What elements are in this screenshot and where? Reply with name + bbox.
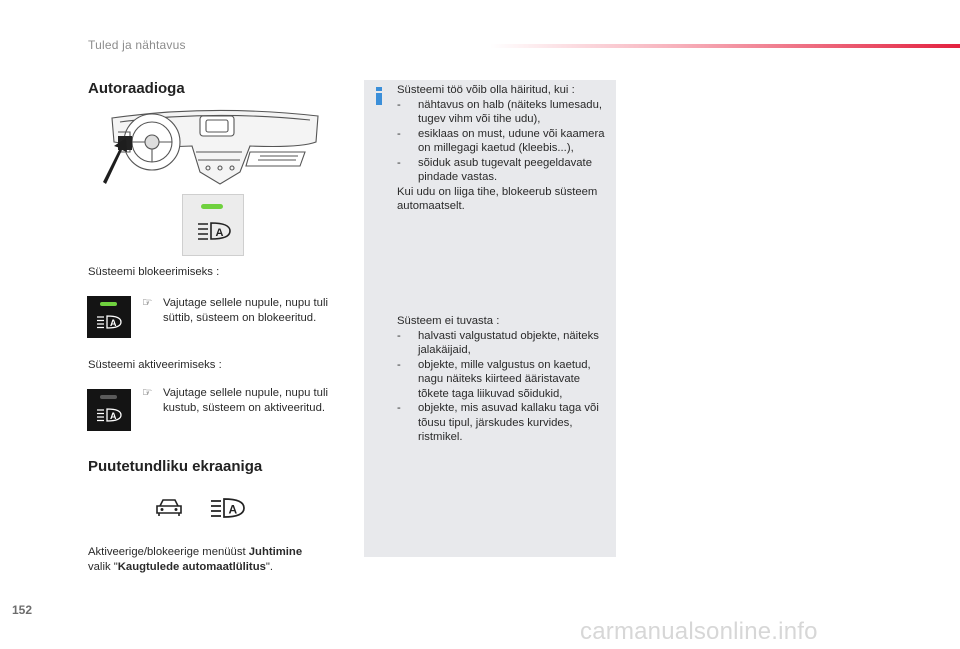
menu-option: Kaugtulede automaatlülitus <box>117 560 266 573</box>
button-detail-large <box>182 194 244 256</box>
list-item: - esiklaas on must, udune või kaamera on millegagi kaetud (kleebis...), <box>397 127 605 154</box>
auto-high-beam-icon <box>210 497 246 519</box>
watermark: carmanualsonline.info <box>580 618 818 645</box>
list-item: - halvasti valgustatud objekte, näiteks jalakäijaid, <box>397 329 599 356</box>
auto-high-beam-icon <box>96 407 122 423</box>
page-number: 152 <box>12 603 33 617</box>
activate-label: Süsteemi aktiveerimiseks : <box>88 359 222 371</box>
auto-high-beam-icon <box>197 221 231 241</box>
led-on-indicator <box>100 302 117 306</box>
block-instruction: ☞ Vajutage sellele nupule, nupu tuli süttib, süsteem on blokeeritud. <box>142 297 328 324</box>
svg-text:A: A <box>228 502 238 517</box>
heading-touch: Puutetundliku ekraaniga <box>88 458 263 475</box>
info-icon <box>374 87 384 105</box>
activate-instruction: ☞ Vajutage sellele nupule, nupu tuli kustub, süsteem on aktiveeritud. <box>142 387 328 414</box>
info-detect-block <box>397 314 612 445</box>
led-off-indicator <box>100 395 117 399</box>
list-item: - objekte, mis asuvad kallaku taga või tõusu tipul, järskudes kurvides, ristmikel. <box>397 402 599 443</box>
button-led-on <box>87 296 131 338</box>
auto-high-beam-icon <box>96 314 122 330</box>
heading-radio: Autoraadioga <box>88 80 185 97</box>
block-label: Süsteemi blokeerimiseks : <box>88 266 220 278</box>
svg-text:A: A <box>110 411 117 421</box>
list-item: - nähtavus on halb (näiteks lumesadu, tugev vihm või tihe udu), <box>397 98 603 125</box>
arrow-bullet-icon: ☞ <box>142 387 153 399</box>
svg-text:A: A <box>110 318 117 328</box>
car-driving-icon <box>154 497 184 519</box>
arrow-bullet-icon: ☞ <box>142 297 153 309</box>
fog-note: Kui udu on liiga tihe, blokeerub süsteem automaatselt. <box>397 185 598 212</box>
list-item: - sõiduk asub tugevalt peegeldavate pindade vastas. <box>397 156 592 183</box>
dashboard-illustration <box>100 102 325 187</box>
button-led-off <box>87 389 131 431</box>
info-disturb-block <box>397 83 612 214</box>
menu-name: Juhtimine <box>248 546 303 558</box>
menu-instruction: Aktiveerige/blokeerige menüüst Juhtimine valik "Kaugtulede automaatlülitus". <box>88 546 303 573</box>
led-on-indicator <box>201 204 223 209</box>
section-header: Tuled ja nähtavus <box>88 38 186 52</box>
header-accent-line <box>490 44 960 48</box>
info-intro: Süsteemi töö võib olla häiritud, kui : <box>397 84 575 96</box>
svg-text:A: A <box>215 227 224 239</box>
not-detect-intro: Süsteem ei tuvasta : <box>397 315 500 327</box>
list-item: - objekte, mille valgustus on kaetud, nagu näiteks kiirteed ääristavate tõkete taga liikuvad sõidukid, <box>397 358 591 400</box>
